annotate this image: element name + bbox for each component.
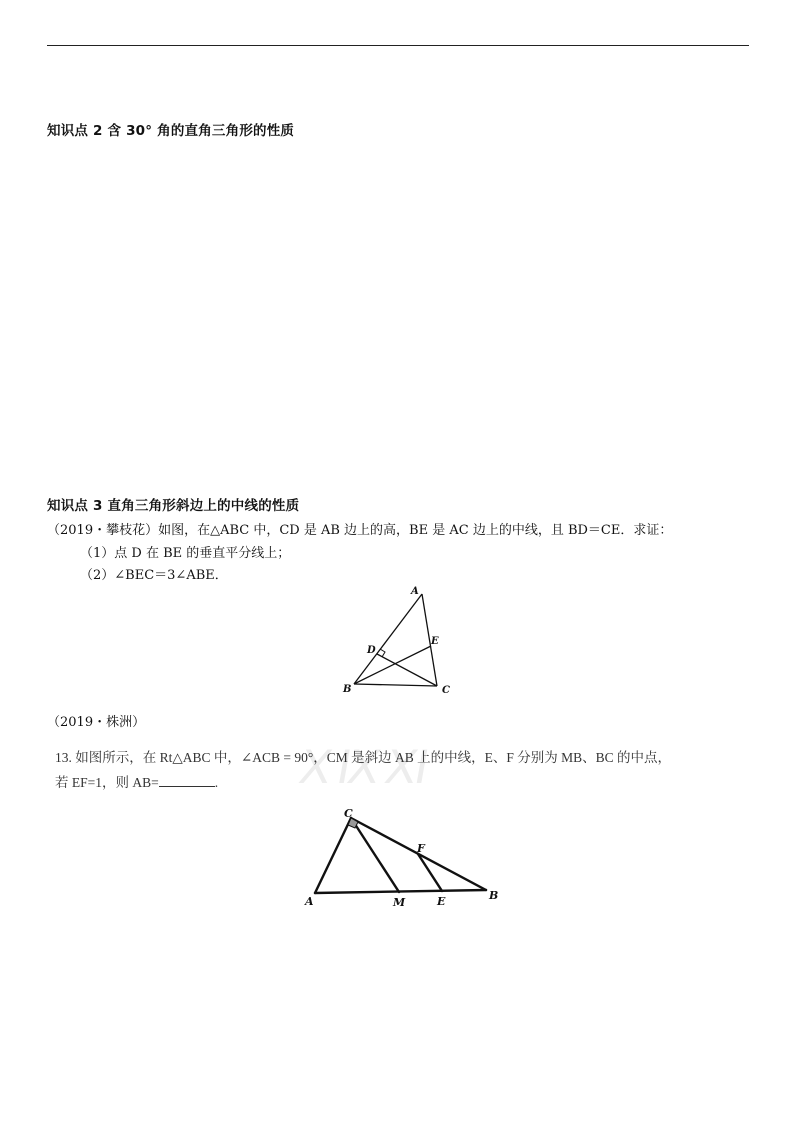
label-d: D [367, 645, 376, 656]
section-3-heading: 知识点 3 直角三角形斜边上的中线的性质 [47, 498, 300, 514]
label-b: B [489, 889, 499, 902]
watermark: ⅩⅨⅪ [295, 740, 440, 794]
problem-2-line-2 [55, 771, 218, 791]
label-c: C [344, 807, 353, 820]
problem-2-text-2-end: . [214, 775, 219, 790]
answer-blank [159, 775, 215, 787]
label-e: E [437, 895, 446, 908]
problem-2-line-1 [55, 746, 671, 766]
problem-2-text-1: 如图所示，在 Rt△ABC 中，∠ACB = 90°，CM 是斜边 AB 上的中线，E、F 分别为 MB、BC 的中点， [75, 750, 672, 765]
problem-1-part-1: （1）点 D 在 BE 的垂直平分线上； [80, 546, 291, 561]
segment-bc [354, 684, 437, 686]
label-a: A [305, 895, 314, 908]
label-e: E [431, 636, 439, 647]
label-b: B [343, 684, 352, 695]
header-rule [47, 45, 749, 46]
segment-ab [354, 594, 422, 684]
segment-cd [377, 654, 437, 686]
label-c: C [442, 685, 450, 696]
segment-cm [351, 818, 399, 892]
problem-1-intro: （2019・攀枝花）如图，在△ABC 中，CD 是 AB 边上的高，BE 是 AC 边上的中线，且 BD＝CE．求证： [47, 523, 673, 538]
problem-1-figure [330, 580, 470, 700]
problem-1-part-2: （2）∠BEC＝3∠ABE． [80, 568, 228, 583]
segment-ac [315, 818, 351, 893]
problem-2-figure [298, 806, 513, 916]
section-2-heading: 知识点 2 含 30° 角的直角三角形的性质 [47, 123, 295, 139]
label-m: M [393, 896, 406, 909]
segment-be [354, 646, 431, 684]
problem-2-number: 13. [55, 750, 72, 765]
segment-ab [315, 890, 486, 893]
label-a: A [411, 586, 419, 597]
problem-2-text-2: 若 EF=1，则 AB= [55, 775, 159, 790]
problem-2-source: （2019・株洲） [47, 715, 146, 730]
label-f: F [417, 842, 425, 855]
